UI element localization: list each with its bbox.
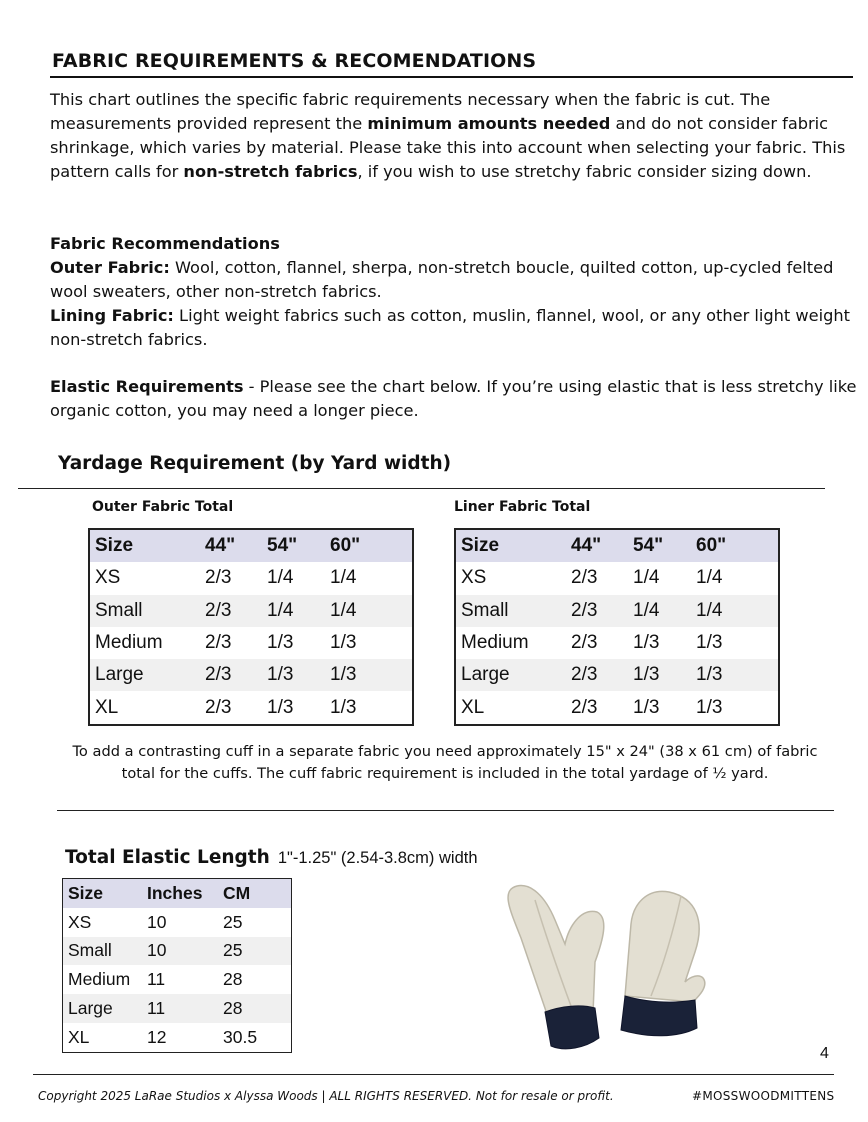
value-cell: 10 — [147, 937, 223, 966]
value-cell: 1/4 — [696, 595, 779, 627]
elastic-length-title: Total Elastic Length — [65, 847, 270, 868]
title-underline — [50, 76, 853, 78]
value-cell: 2/3 — [205, 659, 267, 691]
value-cell: 10 — [147, 911, 167, 932]
elastic-length-heading — [65, 847, 478, 868]
value-cell: 11 — [147, 994, 223, 1023]
header-cell: 44" — [571, 529, 633, 562]
outer-fabric-text: Wool, cotton, flannel, sherpa, non-stretch boucle, quilted cotton, up-cycled felted wool sweaters, other non-stretch fabrics. — [50, 258, 834, 301]
table-row — [89, 659, 413, 691]
value-cell: 1/3 — [696, 696, 723, 718]
size-cell: XL — [68, 1026, 90, 1047]
footer-divider — [33, 1074, 834, 1075]
value-cell: 1/3 — [633, 659, 696, 691]
lining-fabric-recommendation — [50, 304, 860, 352]
table-row — [63, 994, 292, 1023]
outer-fabric-table — [88, 528, 414, 726]
right-mitten — [621, 891, 705, 1035]
value-cell: 30.5 — [223, 1026, 258, 1047]
intro-text-2: and do not consider fabric shrinkage, which varies by material. Please take this into account when selecting your fabric. This pattern calls for — [50, 114, 846, 181]
value-cell: 2/3 — [205, 696, 232, 718]
value-cell: 2/3 — [205, 595, 267, 627]
value-cell: 2/3 — [571, 632, 598, 654]
footer-hashtag: #MOSSWOODMITTENS — [692, 1089, 835, 1103]
elastic-length-table — [62, 878, 292, 1053]
header-cell: Size — [63, 879, 148, 908]
value-cell: 25 — [223, 911, 243, 932]
value-cell: 2/3 — [571, 567, 598, 589]
value-cell: 12 — [147, 1026, 167, 1047]
intro-text-3: , if you wish to use stretchy fabric consider sizing down. — [357, 162, 812, 181]
yardage-heading: Yardage Requirement (by Yard width) — [58, 453, 452, 474]
recommendations-heading: Fabric Recommendations — [50, 234, 280, 253]
outer-fabric-recommendation — [50, 256, 860, 304]
table-row — [63, 965, 292, 994]
value-cell: 28 — [223, 969, 243, 990]
size-cell: Large — [63, 994, 148, 1023]
table-row — [455, 562, 779, 594]
table-header-row — [455, 529, 779, 562]
page-title: FABRIC REQUIREMENTS & RECOMENDATIONS — [52, 50, 537, 72]
size-cell: Medium — [68, 969, 131, 990]
table-row — [455, 595, 779, 627]
value-cell: 1/3 — [696, 659, 779, 691]
value-cell: 1/3 — [633, 696, 660, 718]
size-cell: Small — [63, 937, 148, 966]
header-cell: Inches — [147, 879, 223, 908]
intro-bold-1: minimum amounts needed — [367, 114, 611, 133]
left-mitten — [508, 886, 604, 1049]
value-cell: 1/4 — [267, 567, 294, 589]
yardage-divider — [18, 488, 825, 489]
size-cell: XS — [68, 911, 92, 932]
table-header-row — [63, 879, 292, 908]
size-cell: XS — [95, 567, 121, 589]
size-cell: Large — [455, 659, 571, 691]
table-row — [455, 691, 779, 724]
header-cell: 60" — [330, 529, 413, 562]
table-row — [89, 627, 413, 659]
value-cell: 1/3 — [330, 696, 357, 718]
table-row — [455, 627, 779, 659]
table-row — [63, 937, 292, 966]
size-cell: XS — [461, 567, 487, 589]
outer-fabric-table-label: Outer Fabric Total — [92, 499, 234, 515]
value-cell: 28 — [223, 994, 292, 1023]
intro-bold-2: non-stretch fabrics — [183, 162, 358, 181]
table-row — [89, 562, 413, 594]
elastic-requirements-label: Elastic Requirements — [50, 377, 244, 396]
section-divider — [57, 810, 834, 811]
footer-copyright: Copyright 2025 LaRae Studios x Alyssa Woods | ALL RIGHTS RESERVED. Not for resale or profit. — [38, 1089, 614, 1103]
header-cell: 60" — [696, 529, 779, 562]
fabric-recommendations — [50, 232, 860, 352]
value-cell: 2/3 — [205, 632, 232, 654]
value-cell: 1/4 — [330, 567, 357, 589]
size-cell: Small — [455, 595, 571, 627]
value-cell: 1/4 — [633, 567, 660, 589]
size-cell: Large — [89, 659, 205, 691]
size-cell: Medium — [461, 632, 529, 654]
header-cell: CM — [223, 879, 292, 908]
intro-text-1: This chart outlines the specific fabric requirements necessary when the fabric is cut. The measurements provided represent the — [50, 90, 771, 133]
table-row — [89, 691, 413, 724]
table-header-row — [89, 529, 413, 562]
outer-fabric-label: Outer Fabric: — [50, 258, 170, 277]
liner-fabric-table-label: Liner Fabric Total — [454, 499, 591, 515]
value-cell: 1/4 — [633, 595, 696, 627]
header-cell: 54" — [267, 529, 330, 562]
page-number: 4 — [820, 1045, 829, 1062]
header-cell: 44" — [205, 529, 267, 562]
value-cell: 1/3 — [267, 632, 294, 654]
table-row — [63, 1023, 292, 1052]
value-cell: 1/3 — [633, 632, 660, 654]
value-cell: 1/3 — [696, 632, 723, 654]
value-cell: 2/3 — [571, 659, 633, 691]
value-cell: 1/4 — [330, 595, 413, 627]
value-cell: 2/3 — [571, 696, 598, 718]
table-row — [455, 659, 779, 691]
elastic-requirements-text: - Please see the chart below. If you’re using elastic that is less stretchy like organic cotton, you may need a longer piece. — [50, 377, 857, 420]
size-cell: Small — [89, 595, 205, 627]
elastic-requirements — [50, 375, 860, 423]
lining-fabric-text: Light weight fabrics such as cotton, muslin, flannel, wool, or any other light weight non-stretch fabrics. — [50, 306, 850, 349]
value-cell: 25 — [223, 937, 292, 966]
value-cell: 2/3 — [571, 595, 633, 627]
value-cell: 1/3 — [267, 659, 330, 691]
value-cell: 2/3 — [205, 567, 232, 589]
table-row — [89, 595, 413, 627]
value-cell: 1/3 — [330, 659, 413, 691]
header-cell: Size — [455, 529, 571, 562]
header-cell: Size — [89, 529, 205, 562]
lining-fabric-label: Lining Fabric: — [50, 306, 174, 325]
intro-paragraph — [50, 88, 860, 184]
size-cell: XL — [461, 696, 485, 718]
mittens-photo — [485, 878, 735, 1058]
table-row — [63, 908, 292, 937]
liner-fabric-table — [454, 528, 780, 726]
header-cell: 54" — [633, 529, 696, 562]
size-cell: XL — [95, 696, 119, 718]
value-cell: 11 — [147, 969, 166, 990]
elastic-width-note: 1"-1.25" (2.54-3.8cm) width — [277, 849, 478, 867]
value-cell: 1/4 — [267, 595, 330, 627]
cuff-note: To add a contrasting cuff in a separate fabric you need approximately 15" x 24" (38 x 61 cm) of fabric total for the cuffs. The cuff fabric requirement is included in the total yardage of ½ yard. — [72, 743, 818, 782]
value-cell: 1/4 — [696, 567, 723, 589]
size-cell: Medium — [95, 632, 163, 654]
value-cell: 1/3 — [267, 696, 294, 718]
value-cell: 1/3 — [330, 632, 357, 654]
